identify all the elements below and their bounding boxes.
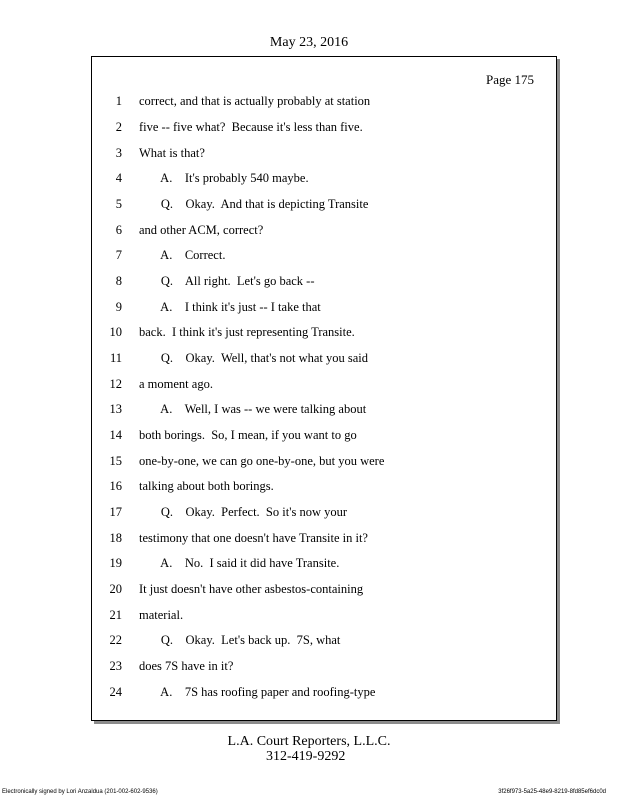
line-text: A. Correct. [139,248,226,262]
line-number: 15 [109,454,122,468]
line-number: 14 [109,428,122,442]
line-text: a moment ago. [139,377,213,391]
court-reporter-phone: 312-419-9292 [266,749,346,764]
page-number: Page 175 [485,72,534,87]
line-text: A. It's probably 540 maybe. [139,171,309,185]
line-number: 1 [115,94,122,108]
line-number: 2 [115,120,122,134]
line-number: 24 [109,685,122,699]
transcript-page [91,56,557,721]
line-text: five -- five what? Because it's less than five. [139,120,363,134]
electronic-signature: Electronically signed by Lori Anzaldua (201-002-602-9536) [2,789,158,795]
line-text: A. 7S has roofing paper and roofing-type [139,685,376,699]
line-text: testimony that one doesn't have Transite in it? [139,531,368,545]
line-text: It just doesn't have other asbestos-containing [139,582,364,596]
line-number: 21 [109,608,122,622]
line-text: both borings. So, I mean, if you want to go [139,428,357,442]
line-text: back. I think it's just representing Transite. [139,325,355,339]
line-text: Q. Okay. And that is depicting Transite [139,197,369,211]
line-text: Q. All right. Let's go back -- [139,274,315,288]
line-number: 22 [109,633,122,647]
line-text: A. I think it's just -- I take that [139,300,321,314]
line-text: Q. Okay. Perfect. So it's now your [139,505,348,519]
line-text: and other ACM, correct? [139,223,264,237]
line-number: 7 [115,248,122,262]
line-number: 18 [109,531,122,545]
line-number: 5 [115,197,122,211]
line-number: 9 [115,300,122,314]
line-number: 6 [115,223,122,237]
line-number: 3 [115,146,122,160]
line-number: 17 [109,505,122,519]
line-text: A. No. I said it did have Transite. [139,556,340,570]
line-number: 10 [109,325,122,339]
line-text: talking about both borings. [139,479,274,493]
line-number: 12 [109,377,122,391]
line-number: 23 [109,659,122,673]
line-number: 13 [109,402,122,416]
line-number: 11 [109,351,122,365]
line-text: correct, and that is actually probably at station [139,94,371,108]
document-id: 3f26f973-5a25-48e9-8219-8fd85ef6dc0d [498,789,606,795]
court-reporter-name: L.A. Court Reporters, L.L.C. [227,734,391,749]
line-text: does 7S have in it? [139,659,234,673]
line-text: What is that? [139,146,205,160]
line-text: A. Well, I was -- we were talking about [139,402,367,416]
line-text: Q. Okay. Let's back up. 7S, what [139,633,341,647]
line-number: 19 [109,556,122,570]
line-number: 16 [109,479,122,493]
line-text: one-by-one, we can go one-by-one, but you were [139,454,385,468]
line-number: 20 [109,582,122,596]
line-text: material. [139,608,184,622]
page-date: May 23, 2016 [269,35,349,50]
line-text: Q. Okay. Well, that's not what you said [139,351,368,365]
line-number: 4 [115,171,122,185]
line-number: 8 [115,274,122,288]
